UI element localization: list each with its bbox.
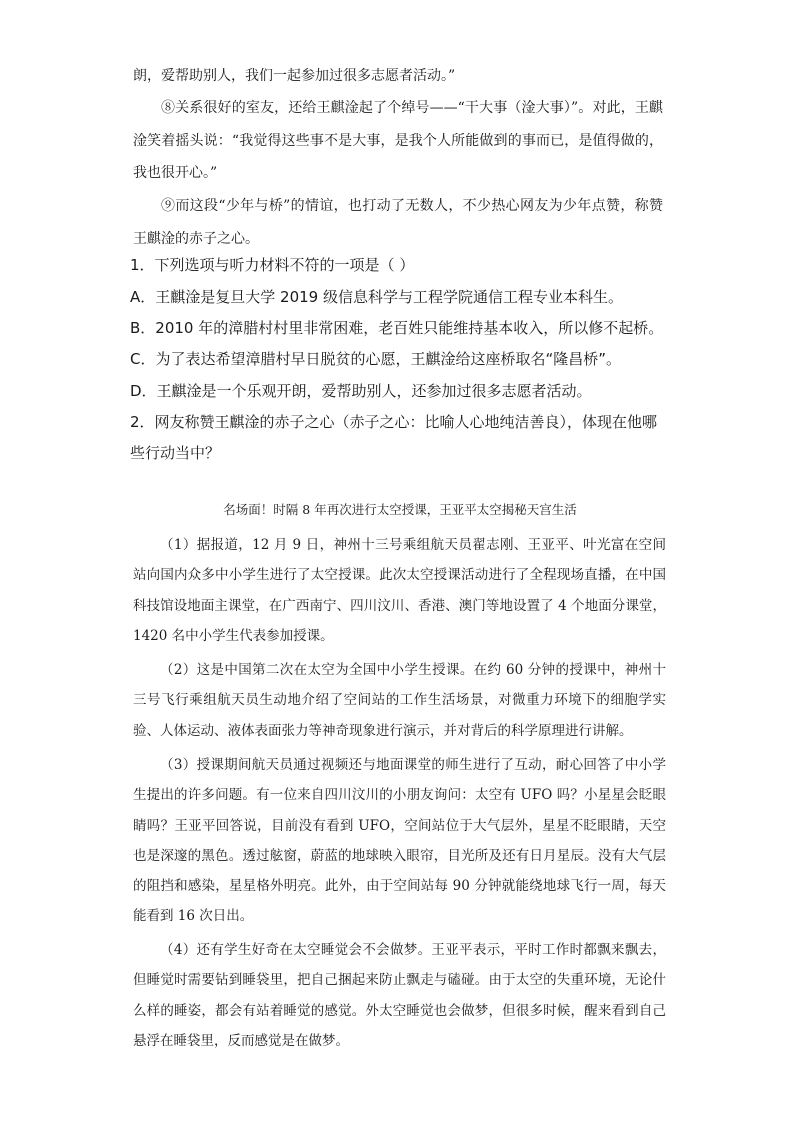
question-1: 1．下列选项与听力材料不符的一项是（ ） bbox=[130, 256, 415, 274]
option-c: C．为了表达希望漳腊村早日脱贫的心愿，王麒淦给这座桥取名“隆昌桥”。 bbox=[130, 350, 622, 368]
passage2-paragraph-3: （3）授课期间航天员通过视频还与地面课堂的师生进行了互动，耐心回答了中小学生提出的许多问题。有一位来自四川汶川的小朋友询问：太空有 UFO 吗？小星星会眨眼睛吗？王亚平回答说，目前没有看到 UFO，空间站位于大气层外，星星不眨眼睛，天空也是深邃的黑色。透过舷窗，蔚蓝的地球映入眼帘，目光所及还有日月星辰。没有大气层的阻挡和感染，星星格外明亮。此外，由于空间站每 90 分钟就能绕地球飞行一周，每天能看到 16 次日出。 bbox=[133, 757, 666, 925]
passage2-paragraph-4: （4）还有学生好奇在太空睡觉会不会做梦。王亚平表示，平时工作时都飘来飘去，但睡觉时需要钻到睡袋里，把自己捆起来防止飘走与磕碰。由于太空的失重环境，无论什么样的睡姿，都会有站着睡觉的感觉。外太空睡觉也会做梦，但很多时候，醒来看到自己悬浮在睡袋里，反而感觉是在做梦。 bbox=[133, 942, 666, 1049]
passage-title: 名场面！时隔 8 年再次进行太空授课，王亚平太空揭秘天宫生活 bbox=[223, 502, 577, 517]
option-d: D．王麒淦是一个乐观开朗，爱帮助别人，还参加过很多志愿者活动。 bbox=[130, 382, 592, 400]
passage2-paragraph-2: （2）这是中国第二次在太空为全国中小学生授课。在约 60 分钟的授课中，神州十三号飞行乘组航天员生动地介绍了空间站的工作生活场景，对微重力环境下的细胞学实验、人体运动、液体表面张力等神奇现象进行演示，并对背后的科学原理进行讲解。 bbox=[133, 662, 666, 739]
passage-paragraph-9: ⑨而这段“少年与桥”的情谊，也打动了无数人，不少热心网友为少年点赞，称赞王麒淦的赤子之心。 bbox=[133, 198, 663, 247]
question-2: 2．网友称赞王麒淦的赤子之心（赤子之心：比喻人心地纯洁善良），体现在他哪些行动当中？ bbox=[130, 413, 658, 462]
option-a: A．王麒淦是复旦大学 2019 级信息科学与工程学院通信工程专业本科生。 bbox=[130, 288, 623, 306]
passage-paragraph-8: ⑧关系很好的室友，还给王麒淦起了个绰号——“干大事（淦大事）”。对此，王麒淦笑着摇头说：“我觉得这些事不是大事，是我个人所能做到的事而已，是值得做的，我也很开心。” bbox=[133, 100, 663, 181]
option-b: B．2010 年的漳腊村村里非常困难，老百姓只能维持基本收入，所以修不起桥。 bbox=[130, 319, 664, 337]
passage-paragraph-continuation: 朗，爱帮助别人，我们一起参加过很多志愿者活动。” bbox=[133, 68, 456, 84]
passage2-paragraph-1: （1）据报道，12 月 9 日，神州十三号乘组航天员翟志刚、王亚平、叶光富在空间站向国内众多中小学生进行了太空授课。此次太空授课活动进行了全程现场直播，在中国科技馆设地面主课堂，在广西南宁、四川汶川、香港、澳门等地设置了 4 个地面分课堂，1420 名中小学生代表参加授课。 bbox=[133, 537, 666, 644]
